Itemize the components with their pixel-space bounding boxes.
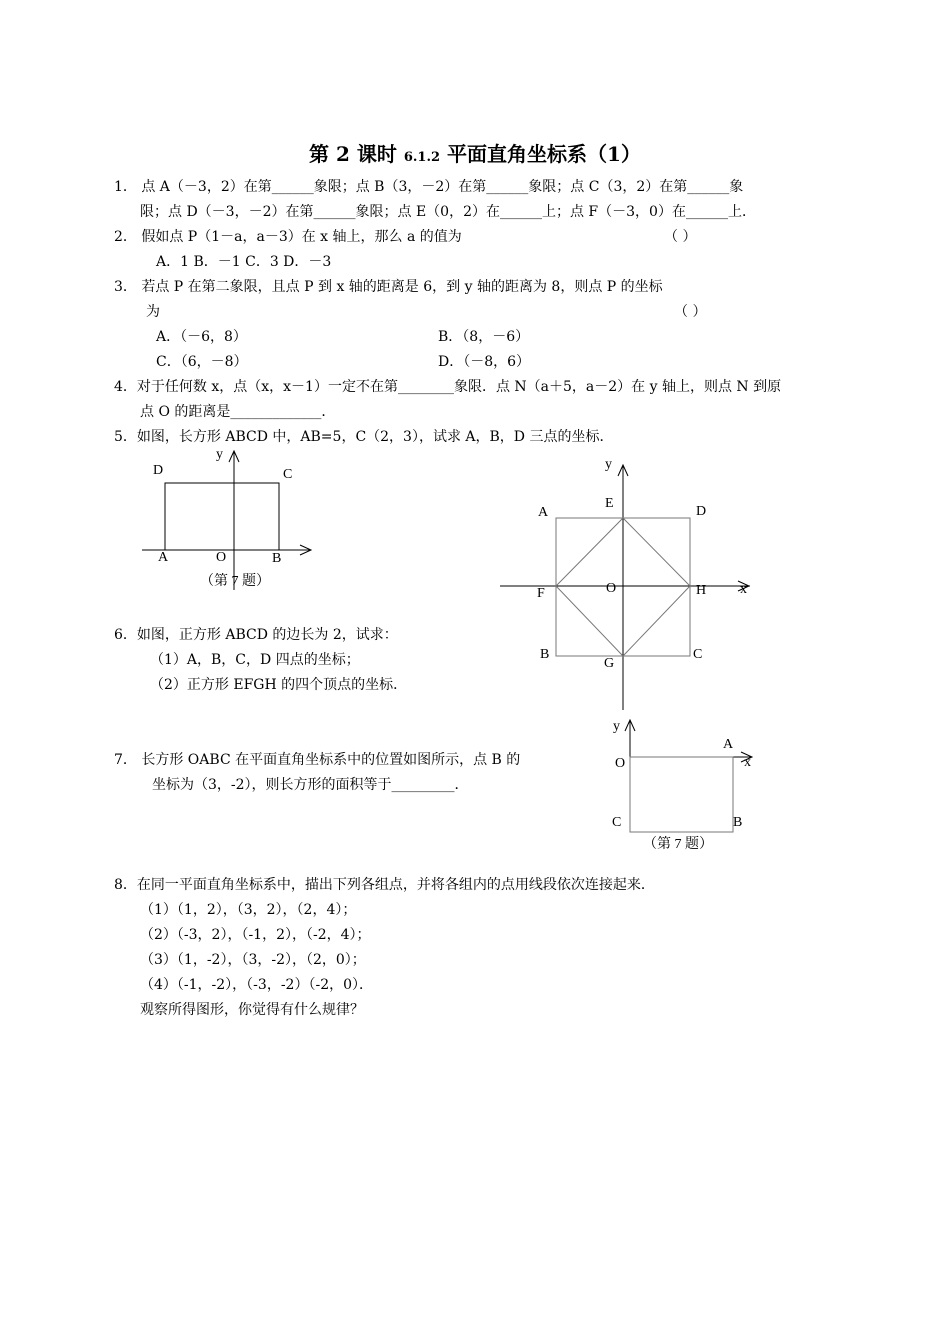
q2-stem: 2． 假如点 P（1－a，a－3）在 x 轴上，那么 a 的值为 [114, 229, 462, 245]
q1-line2: 限；点 D（－3，－2）在第______象限；点 E（0，2）在______上；点 F（－3，0）在______上． [140, 204, 756, 220]
label-o: O [606, 581, 617, 596]
label-c: C [612, 815, 622, 830]
q8-question: 观察所得图形，你觉得有什么规律？ [140, 1002, 364, 1018]
label-y: y [605, 457, 612, 472]
q7-line2: 坐标为（3，-2），则长方形的面积等于_________． [152, 777, 469, 793]
label-a: A [723, 737, 734, 752]
figure-squares [495, 450, 760, 715]
title-lesson: 第 2 课时 [309, 142, 404, 166]
title-section: 6.1.2 [403, 150, 441, 165]
rectangle-abcd [165, 483, 279, 550]
q3-stem: 3． 若点 P 在第二象限，且点 P 到 x 轴的距离是 6，到 y 轴的距离为 8，则点 P 的坐标 [114, 279, 663, 295]
rectangle-oabc [630, 757, 733, 832]
label-g: G [604, 656, 615, 671]
q8-group3: （3）（1，-2），（3，-2），（2，0）； [140, 952, 366, 968]
q6-line1: 6．如图，正方形 ABCD 的边长为 2，试求： [114, 627, 398, 643]
q3-option-b: B．（8，－6） [438, 329, 530, 345]
label-o: O [615, 756, 626, 771]
figure-caption: （第 7 题） [643, 837, 713, 852]
label-c: C [693, 647, 703, 662]
q6-line2: （1）A，B，C，D 四点的坐标； [150, 652, 360, 668]
label-b: B [272, 551, 282, 566]
q5-line1: 5．如图，长方形 ABCD 中，AB=5，C（2，3），试求 A，B，D 三点的坐标． [114, 429, 614, 445]
label-a: A [158, 550, 169, 565]
label-a: A [538, 505, 549, 520]
q3-option-d: D．（－8，6） [438, 354, 531, 370]
q3-paren: （ ） [674, 304, 707, 320]
figure-rectangle-oabc [600, 712, 770, 857]
figure-caption: （第 7 题） [200, 574, 270, 589]
q3-option-a: A．（－6，8） [156, 329, 247, 345]
q8-group2: （2）（-3，2），（-1，2），（-2，4）； [140, 927, 371, 943]
label-y: y [216, 447, 223, 462]
label-y: y [613, 719, 620, 734]
q8-group1: （1）（1，2），（3，2），（2，4）； [140, 902, 357, 918]
q4-line2: 点 O 的距离是_____________． [140, 404, 336, 420]
label-b: B [540, 647, 550, 662]
title-topic: 平面直角坐标系（1） [440, 142, 641, 166]
label-x: x [744, 755, 751, 770]
label-h: H [696, 583, 707, 598]
label-x: x [740, 582, 747, 597]
page-title [0, 138, 950, 167]
q2-options: A．1 B．－1 C．3 D．－3 [156, 254, 332, 270]
label-d: D [696, 504, 707, 519]
q3-stem2: 为 [146, 304, 160, 320]
figure-rectangle-abcd [140, 440, 330, 595]
q8-group4: （4）（-1，-2），（-3，-2）（-2，0）． [140, 977, 374, 993]
q6-line3: （2）正方形 EFGH 的四个顶点的坐标． [150, 677, 408, 693]
q2-paren: （ ） [664, 229, 697, 245]
q7-line1: 7． 长方形 OABC 在平面直角坐标系中的位置如图所示，点 B 的 [114, 752, 521, 768]
label-e: E [605, 496, 614, 511]
label-d: D [153, 463, 164, 478]
q4-line1: 4．对于任何数 x，点（x，x－1）一定不在第________象限．点 N（a＋5，a－2）在 y 轴上，则点 N 到原 [114, 379, 782, 395]
label-c: C [283, 467, 293, 482]
label-o: O [216, 550, 227, 565]
q8-line1: 8．在同一平面直角坐标系中，描出下列各组点，并将各组内的点用线段依次连接起来． [114, 877, 655, 893]
q3-option-c: C．（6，－8） [156, 354, 248, 370]
label-f: F [537, 586, 545, 601]
q1-line1: 1． 点 A（－3，2）在第______象限；点 B（3，－2）在第______象限；点 C（3，2）在第______象 [114, 179, 744, 195]
label-b: B [733, 815, 743, 830]
